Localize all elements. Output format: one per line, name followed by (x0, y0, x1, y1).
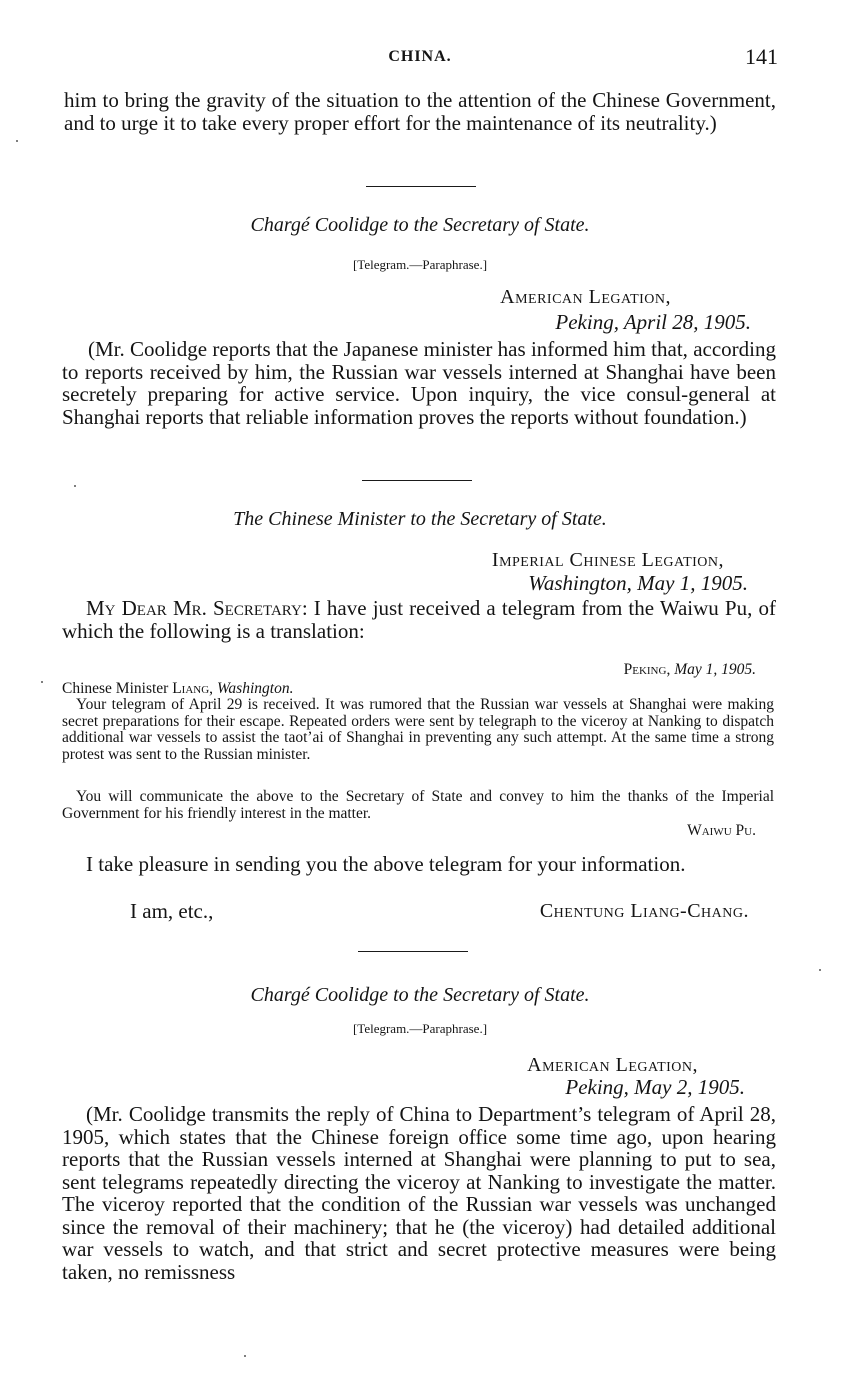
address-block (492, 549, 724, 572)
telegram-place: Peking, (623, 661, 671, 678)
addressee-prefix: Chinese Minister (62, 680, 169, 697)
date-line: Peking, May 2, 1905. (565, 1075, 745, 1099)
section-body: (Mr. Coolidge transmits the reply of China to Department’s telegram of April 28, 1905, which states that the Chinese foreign office some time ago, upon hearing reports that the Russian vessels interned at Shanghai were planning to put to sea, sent telegrams repeatedly directing the viceroy at Nanking to investigate the matter. The viceroy reported that the condition of the Russian war vessels was unchanged since the removal of their machinery; that he (the viceroy) had detailed additional war vessels to watch, and that strict and secret protective measures were being taken, no remissness (62, 1102, 776, 1284)
addressee-name: Liang, (172, 680, 214, 697)
section-heading: Chargé Coolidge to the Secretary of State. (250, 984, 590, 1006)
paper-speck (16, 140, 18, 142)
address-block (527, 1054, 698, 1077)
date-block (555, 310, 751, 335)
telegram-date: May 1, 1905. (674, 661, 756, 678)
running-head: CHINA. (388, 48, 452, 65)
telegram-note: [Telegram.—Paraphrase.] (352, 257, 488, 272)
intro-paragraph: him to bring the gravity of the situation to the attention of the Chinese Government, and to urge it to take every proper effort for the maintenance of its neutrality.) (64, 88, 776, 135)
paper-speck (244, 1355, 246, 1357)
section-heading: The Chinese Minister to the Secretary of State. (233, 508, 607, 530)
date-block (528, 571, 748, 596)
date-line: Peking, April 28, 1905. (555, 310, 751, 334)
section-heading: Chargé Coolidge to the Secretary of State. (250, 214, 590, 236)
section-body: (Mr. Coolidge reports that the Japanese minister has informed him that, according to reports received by him, the Russian war vessels interned at Shanghai have been secretely preparing for active service. Upon inquiry, the vice consul-general at Shanghai reports that reliable information proves the reports without foundation.) (62, 337, 776, 429)
telegram-paragraph: You will communicate the above to the Secretary of State and convey to him the thanks of the Imperial Government for his friendly interest in the matter. (62, 788, 774, 822)
date-line: Washington, May 1, 1905. (528, 571, 748, 595)
closing-paragraph: I take pleasure in sending you the above telegram for your information. (86, 852, 686, 876)
letter-body (62, 597, 776, 642)
page-number: 141 (745, 44, 778, 69)
legation-line: American Legation, (527, 1054, 698, 1076)
section-divider (362, 480, 472, 481)
legation-line: American Legation, (500, 286, 671, 308)
addressee-place: Washington. (216, 680, 294, 697)
letter-signature: Chentung Liang-Chang. (539, 900, 749, 922)
date-block (565, 1075, 745, 1100)
telegram-signature: Waiwu Pu. (687, 822, 756, 839)
paper-speck (74, 485, 76, 487)
salutation: My Dear Mr. Secretary: (86, 596, 308, 620)
telegram-note: [Telegram.—Paraphrase.] (352, 1021, 488, 1036)
paper-speck (819, 969, 821, 971)
section-divider (366, 186, 476, 187)
telegram-paragraph: Your telegram of April 29 is received. It was rumored that the Russian war vessels at Shanghai were making secret preparations for their escape. Repeated orders were sent by telegraph to the viceroy at Nanking to dispatch additional war vessels to assist the taot’ai of Shanghai in preventing any such attempt. At the same time a strong protest was sent to the Russian minister. (62, 696, 774, 763)
paper-speck (41, 681, 43, 683)
address-block (500, 286, 671, 309)
section-divider (358, 951, 468, 952)
letter-text: I have just received a telegram from the Waiwu Pu, of which the following is a translation: (62, 596, 776, 643)
legation-line: Imperial Chinese Legation, (491, 549, 724, 571)
telegram-dateline (624, 661, 756, 679)
closing-line: I am, etc., (130, 899, 214, 923)
page-header (62, 44, 778, 74)
